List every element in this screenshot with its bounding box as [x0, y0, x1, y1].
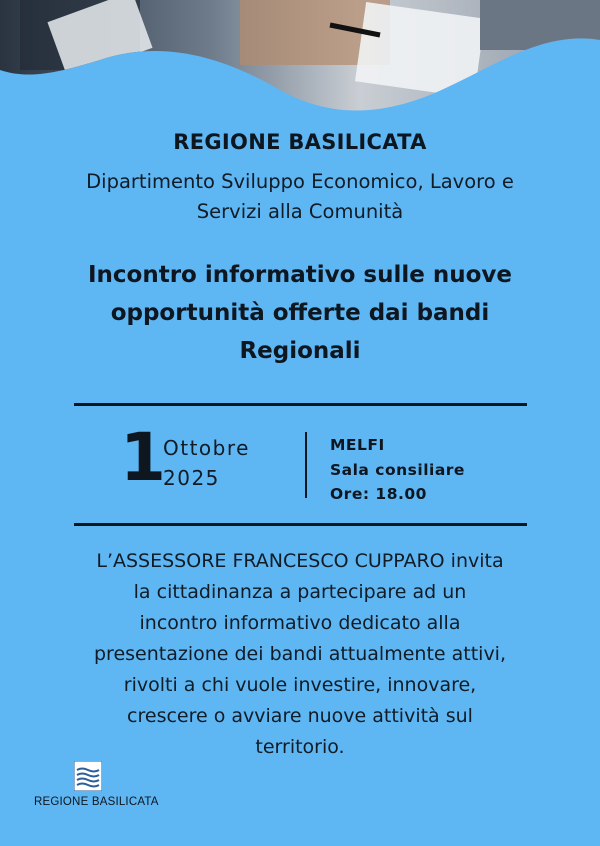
- regione-basilicata-logo-icon: [74, 761, 102, 791]
- department-line: Servizi alla Comunità: [196, 200, 404, 223]
- header-photo-banner: [0, 0, 600, 130]
- event-title-line: Incontro informativo sulle nuove: [87, 262, 513, 288]
- event-day: 1: [120, 419, 166, 496]
- department-subtitle: [30, 167, 570, 227]
- invitation-text: [60, 546, 540, 763]
- invitation-line: presentazione dei bandi attualmente attivi,: [93, 643, 507, 665]
- invitation-line: crescere o avviare nuove attività sul: [127, 705, 473, 727]
- invitation-line: incontro informativo dedicato alla: [139, 612, 461, 634]
- invitation-line: territorio.: [255, 736, 345, 758]
- invitation-line: la cittadinanza a partecipare ad un: [133, 581, 467, 603]
- department-line: Dipartimento Sviluppo Economico, Lavoro e: [86, 170, 514, 193]
- event-month: Ottobre: [163, 436, 250, 460]
- organization-title: REGIONE BASILICATA: [173, 130, 427, 154]
- event-title-line: Regionali: [239, 338, 361, 364]
- event-venue: Sala consiliare: [330, 461, 465, 479]
- footer-organization: REGIONE BASILICATA: [34, 796, 159, 808]
- invitation-line: L’ASSESSORE FRANCESCO CUPPARO invita: [96, 550, 504, 572]
- invitation-line: rivolti a chi vuole investire, innovare,: [123, 674, 477, 696]
- event-year: 2025: [163, 466, 220, 490]
- date-venue-separator: [305, 432, 307, 498]
- event-title: [50, 256, 550, 370]
- event-time: Ore: 18.00: [330, 485, 427, 503]
- divider-bottom: [74, 523, 527, 526]
- divider-top: [74, 403, 527, 406]
- event-city: MELFI: [330, 436, 385, 454]
- event-title-line: opportunità offerte dai bandi: [110, 300, 490, 326]
